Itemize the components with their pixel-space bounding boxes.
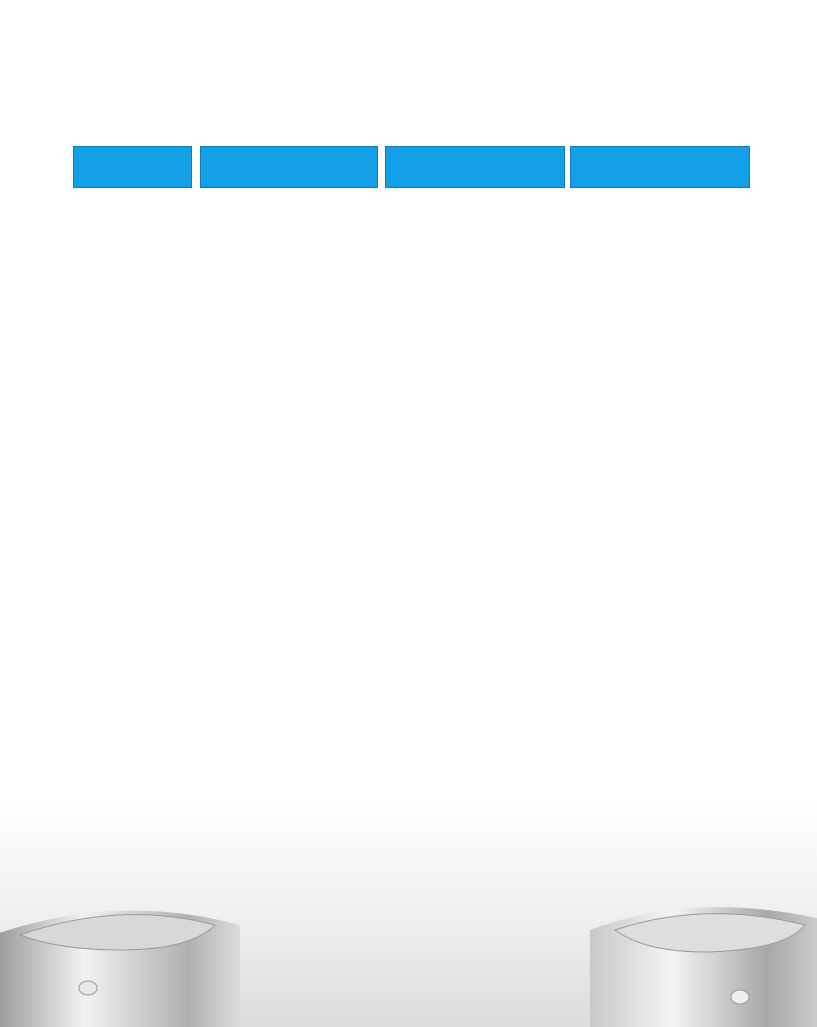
clamp-photo-right bbox=[585, 890, 817, 1027]
header-flanges bbox=[570, 146, 750, 188]
table-header bbox=[73, 146, 751, 188]
product-table bbox=[73, 146, 751, 196]
header-pipe-od bbox=[73, 146, 192, 188]
header-clamp-kit bbox=[200, 146, 378, 188]
clamp-photo-left bbox=[0, 880, 250, 1027]
header-clamp bbox=[385, 146, 565, 188]
